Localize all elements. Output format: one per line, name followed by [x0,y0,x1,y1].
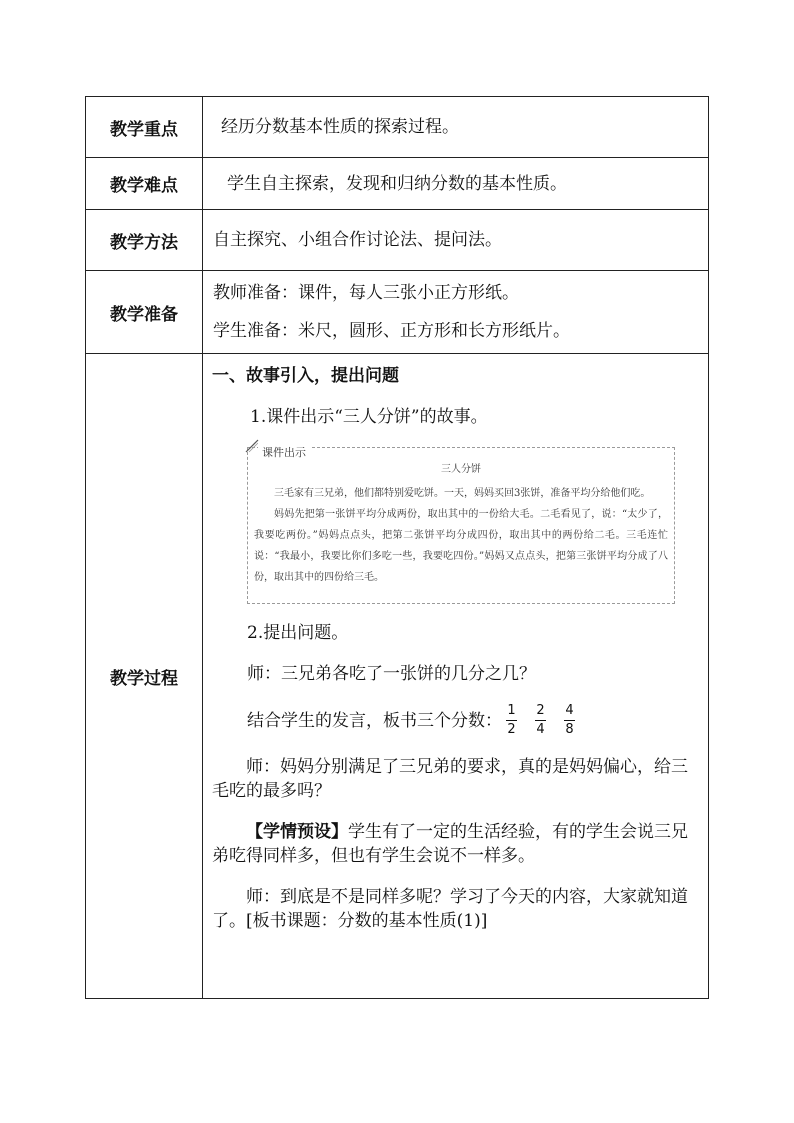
board-intro: 结合学生的发言，板书三个分数： [247,710,502,731]
fraction-denominator: 2 [507,722,516,737]
courseware-box [247,447,675,604]
process-step-1: 1.课件出示“三人分饼”的故事。 [250,407,488,427]
teaching-difficulty-content: 学生自主探索，发现和归纳分数的基本性质。 [203,158,709,210]
row-teaching-preparation [86,271,709,354]
story-paragraph-2: 妈妈先把第一张饼平均分成两份，取出其中的一份给大毛。二毛看见了，说：“太少了，我要吃两份。”妈妈点点头，把第二张饼平均分成四份，取出其中的两份给二毛。三毛连忙说：“我最小，我要比你们多吃一些，我要吃四份。”妈妈又点点头，把第三张饼平均分成了八份，取出其中的四份给三毛。 [254,509,668,583]
lesson-plan-table [85,96,709,999]
fraction-numerator: 2 [536,703,545,718]
fraction-numerator: 1 [507,703,516,718]
teaching-focus-label: 教学重点 [86,97,203,158]
fraction-denominator: 8 [565,722,574,737]
teacher-preparation: 教师准备：课件，每人三张小正方形纸。 [213,283,519,303]
question-1: 师：三兄弟各吃了一张饼的几分之几？ [247,664,536,684]
fraction-4-8 [564,703,575,738]
story-paragraph-1: 三毛家有三兄弟，他们都特别爱吃饼。一天，妈妈买回3张饼，准备平均分给他们吃。 [274,488,651,499]
board-fractions-line [212,703,702,738]
learning-preset [212,820,702,868]
courseware-story [248,482,674,588]
teaching-difficulty-label: 教学难点 [86,158,203,210]
fraction-1-2 [506,703,517,738]
teaching-process-label: 教学过程 [86,354,203,999]
row-teaching-difficulty [86,158,709,210]
teaching-method-content: 自主探究、小组合作讨论法、提问法。 [203,210,709,271]
row-teaching-focus [86,97,709,158]
courseware-tag: 课件出示 [258,441,310,465]
student-preparation: 学生准备：米尺，圆形、正方形和长方形纸片。 [213,321,570,341]
row-teaching-method [86,210,709,271]
process-step-2: 2.提出问题。 [247,623,349,643]
fraction-numerator: 4 [565,703,574,718]
courseware-title: 三人分饼 [441,464,481,475]
fraction-2-4 [535,703,546,738]
preset-label: 【学情预设】 [246,822,348,842]
row-teaching-process [86,354,709,999]
teaching-focus-content: 经历分数基本性质的探索过程。 [203,97,709,158]
teaching-preparation-label: 教学准备 [86,271,203,354]
preset-text: 学生有了一定的生活经验，有的学生会说三兄弟吃得同样多，但也有学生会说不一样多。 [212,822,688,866]
fraction-denominator: 4 [536,722,545,737]
teaching-process-content [203,354,709,999]
teaching-method-label: 教学方法 [86,210,203,271]
teaching-preparation-content [203,271,709,354]
question-2: 师：妈妈分别满足了三兄弟的要求，真的是妈妈偏心，给三毛吃的最多吗？ [212,757,688,801]
courseware-corner-icon [245,439,259,453]
question-3: 师：到底是不是同样多呢？学习了今天的内容，大家就知道了。[板书课题：分数的基本性质(1)] [212,887,688,931]
fractions-group [506,703,575,738]
process-section-heading: 一、故事引入，提出问题 [212,366,399,386]
